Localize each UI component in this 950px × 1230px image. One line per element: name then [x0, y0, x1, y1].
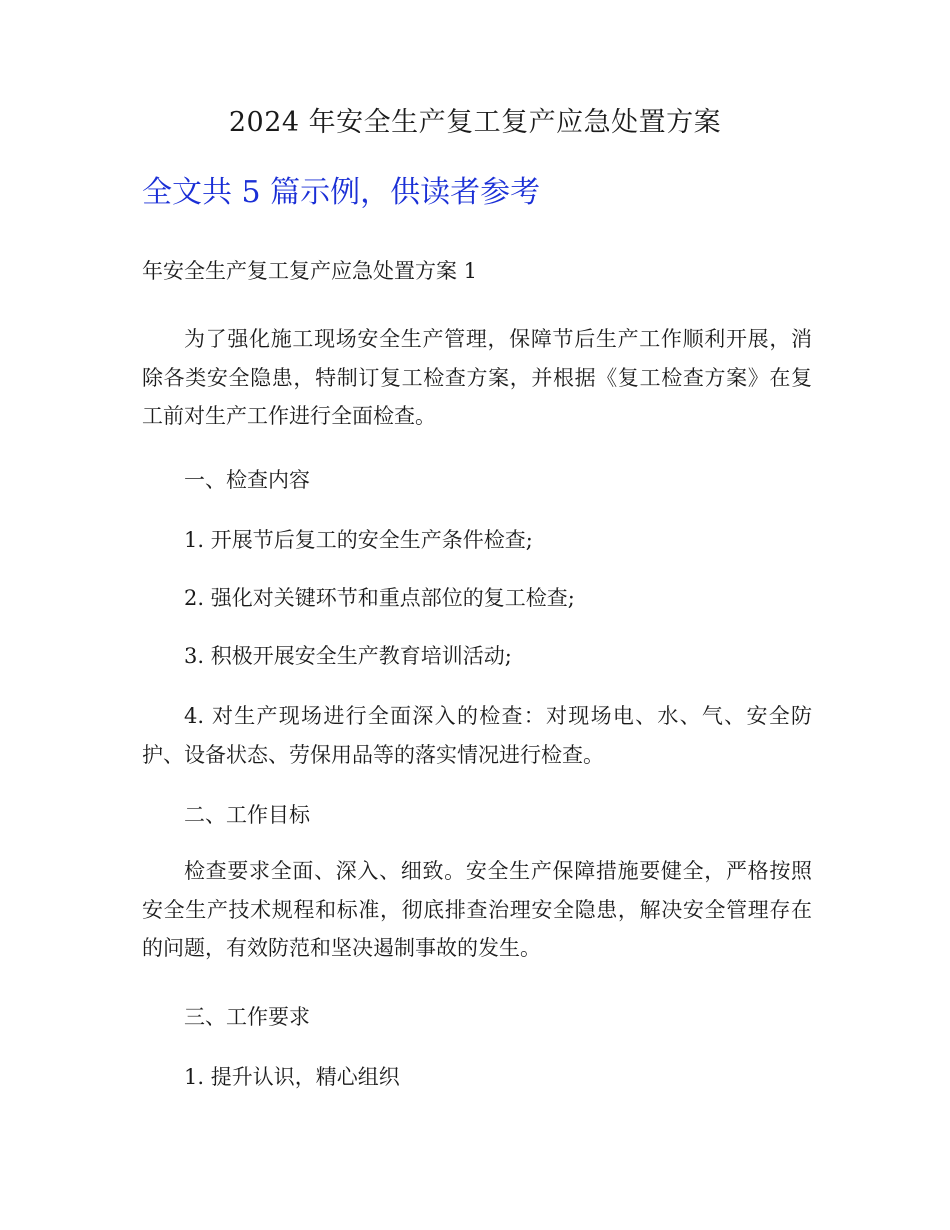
- part3-item-1: 1. 提升认识，精心组织: [184, 1065, 400, 1089]
- part2-paragraph: 检查要求全面、深入、细致。安全生产保障措施要健全，严格按照安全生产技术规程和标准，彻底排查治理安全隐患，解决安全管理存在的问题，有效防范和坚决遏制事故的发生。: [142, 859, 812, 960]
- part1-item-3: 3. 积极开展安全生产教育培训活动;: [184, 644, 512, 668]
- document-subtitle: 全文共 5 篇示例，供读者参考: [142, 175, 541, 210]
- section-heading: 年安全生产复工复产应急处置方案 1: [142, 259, 478, 283]
- document-title: 2024 年安全生产复工复产应急处置方案: [228, 107, 722, 138]
- part1-item-1: 1. 开展节后复工的安全生产条件检查;: [184, 528, 533, 552]
- part1-item-4: 4. 对生产现场进行全面深入的检查：对现场电、水、气、安全防护、设备状态、劳保用品等的落实情况进行检查。: [142, 704, 812, 767]
- part3-heading: 三、工作要求: [184, 1005, 310, 1029]
- part1-heading: 一、检查内容: [184, 468, 310, 492]
- intro-paragraph: 为了强化施工现场安全生产管理，保障节后生产工作顺利开展，消除各类安全隐患，特制订复工检查方案，并根据《复工检查方案》在复工前对生产工作进行全面检查。: [142, 327, 812, 428]
- part2-heading: 二、工作目标: [184, 803, 310, 827]
- part1-item-2: 2. 强化对关键环节和重点部位的复工检查;: [184, 586, 575, 610]
